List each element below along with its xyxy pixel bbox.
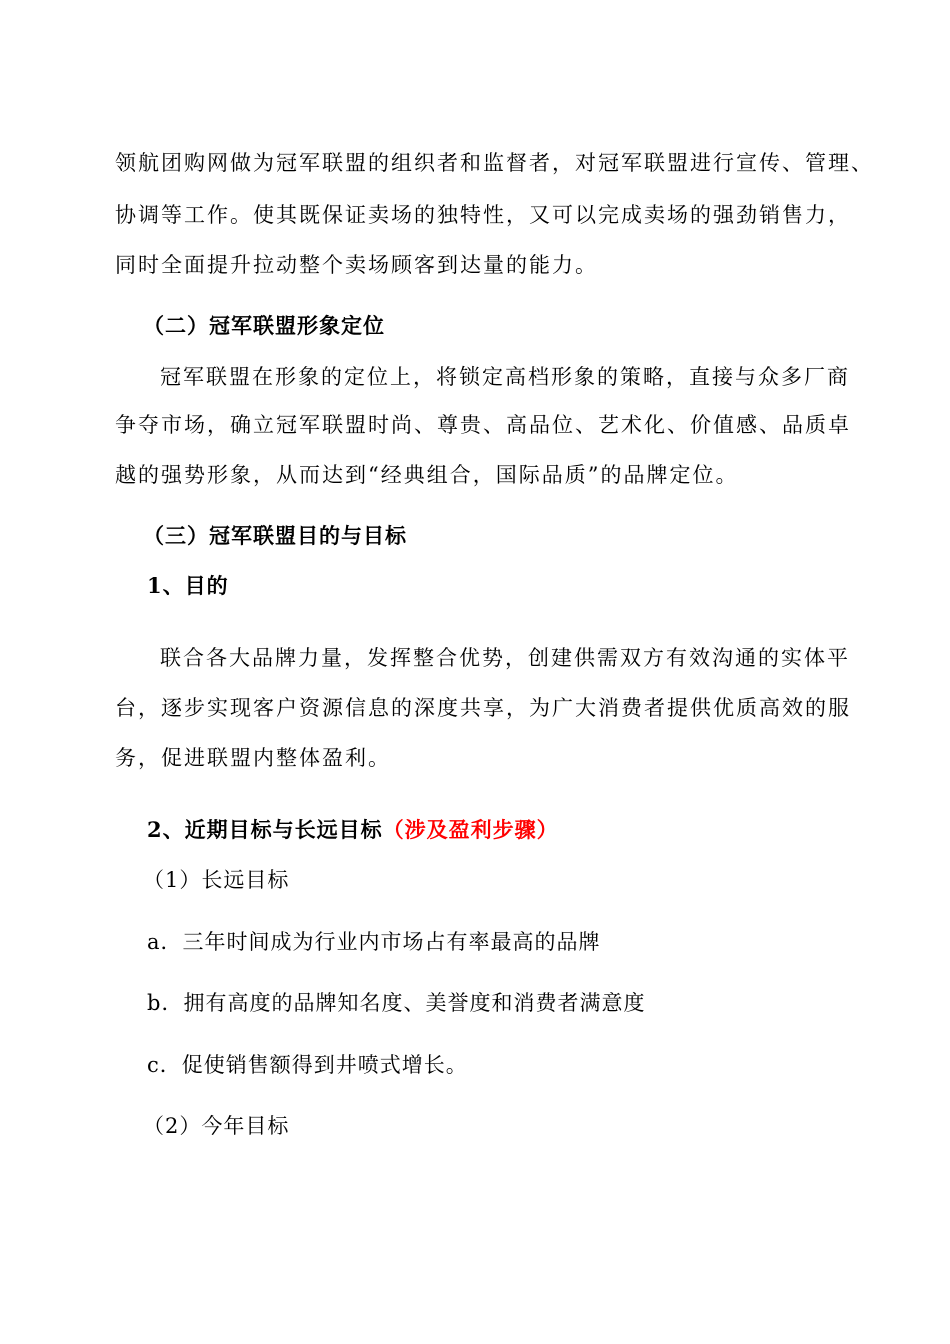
goals-heading <box>147 815 559 845</box>
purpose-heading: 1、目的 <box>147 573 229 598</box>
section-2-line-3: 越的强势形象，从而达到“经典组合，国际品质”的品牌定位。 <box>115 463 739 487</box>
long-term-item-a: a．三年时间成为行业内市场占有率最高的品牌 <box>147 930 601 954</box>
long-term-item-c: c．促使销售额得到井喷式增长。 <box>147 1053 468 1077</box>
long-term-heading: （1）长远目标 <box>143 868 290 892</box>
this-year-heading: （2）今年目标 <box>143 1114 290 1138</box>
intro-line-1: 领航团购网做为冠军联盟的组织者和监督者，对冠军联盟进行宣传、管理、 <box>115 151 874 175</box>
goals-heading-note: （涉及盈利步骤） <box>382 817 559 842</box>
section-2-line-2: 争夺市场，确立冠军联盟时尚、尊贵、高品位、艺术化、价值感、品质卓 <box>115 413 851 437</box>
purpose-line-2: 台，逐步实现客户资源信息的深度共享，为广大消费者提供优质高效的服 <box>115 696 851 720</box>
intro-line-2: 协调等工作。使其既保证卖场的独特性，又可以完成卖场的强劲销售力， <box>115 203 851 227</box>
purpose-line-3: 务，促进联盟内整体盈利。 <box>115 746 391 770</box>
goals-heading-text: 2、近期目标与长远目标 <box>147 817 383 842</box>
purpose-line-1: 联合各大品牌力量，发挥整合优势，创建供需双方有效沟通的实体平 <box>160 646 850 670</box>
section-2-heading: （二）冠军联盟形象定位 <box>143 313 385 338</box>
long-term-item-b: b．拥有高度的品牌知名度、美誉度和消费者满意度 <box>147 991 646 1015</box>
section-3-heading: （三）冠军联盟目的与目标 <box>143 523 407 548</box>
intro-line-3: 同时全面提升拉动整个卖场顾客到达量的能力。 <box>115 253 598 277</box>
section-2-line-1: 冠军联盟在形象的定位上，将锁定高档形象的策略，直接与众多厂商 <box>160 365 850 389</box>
